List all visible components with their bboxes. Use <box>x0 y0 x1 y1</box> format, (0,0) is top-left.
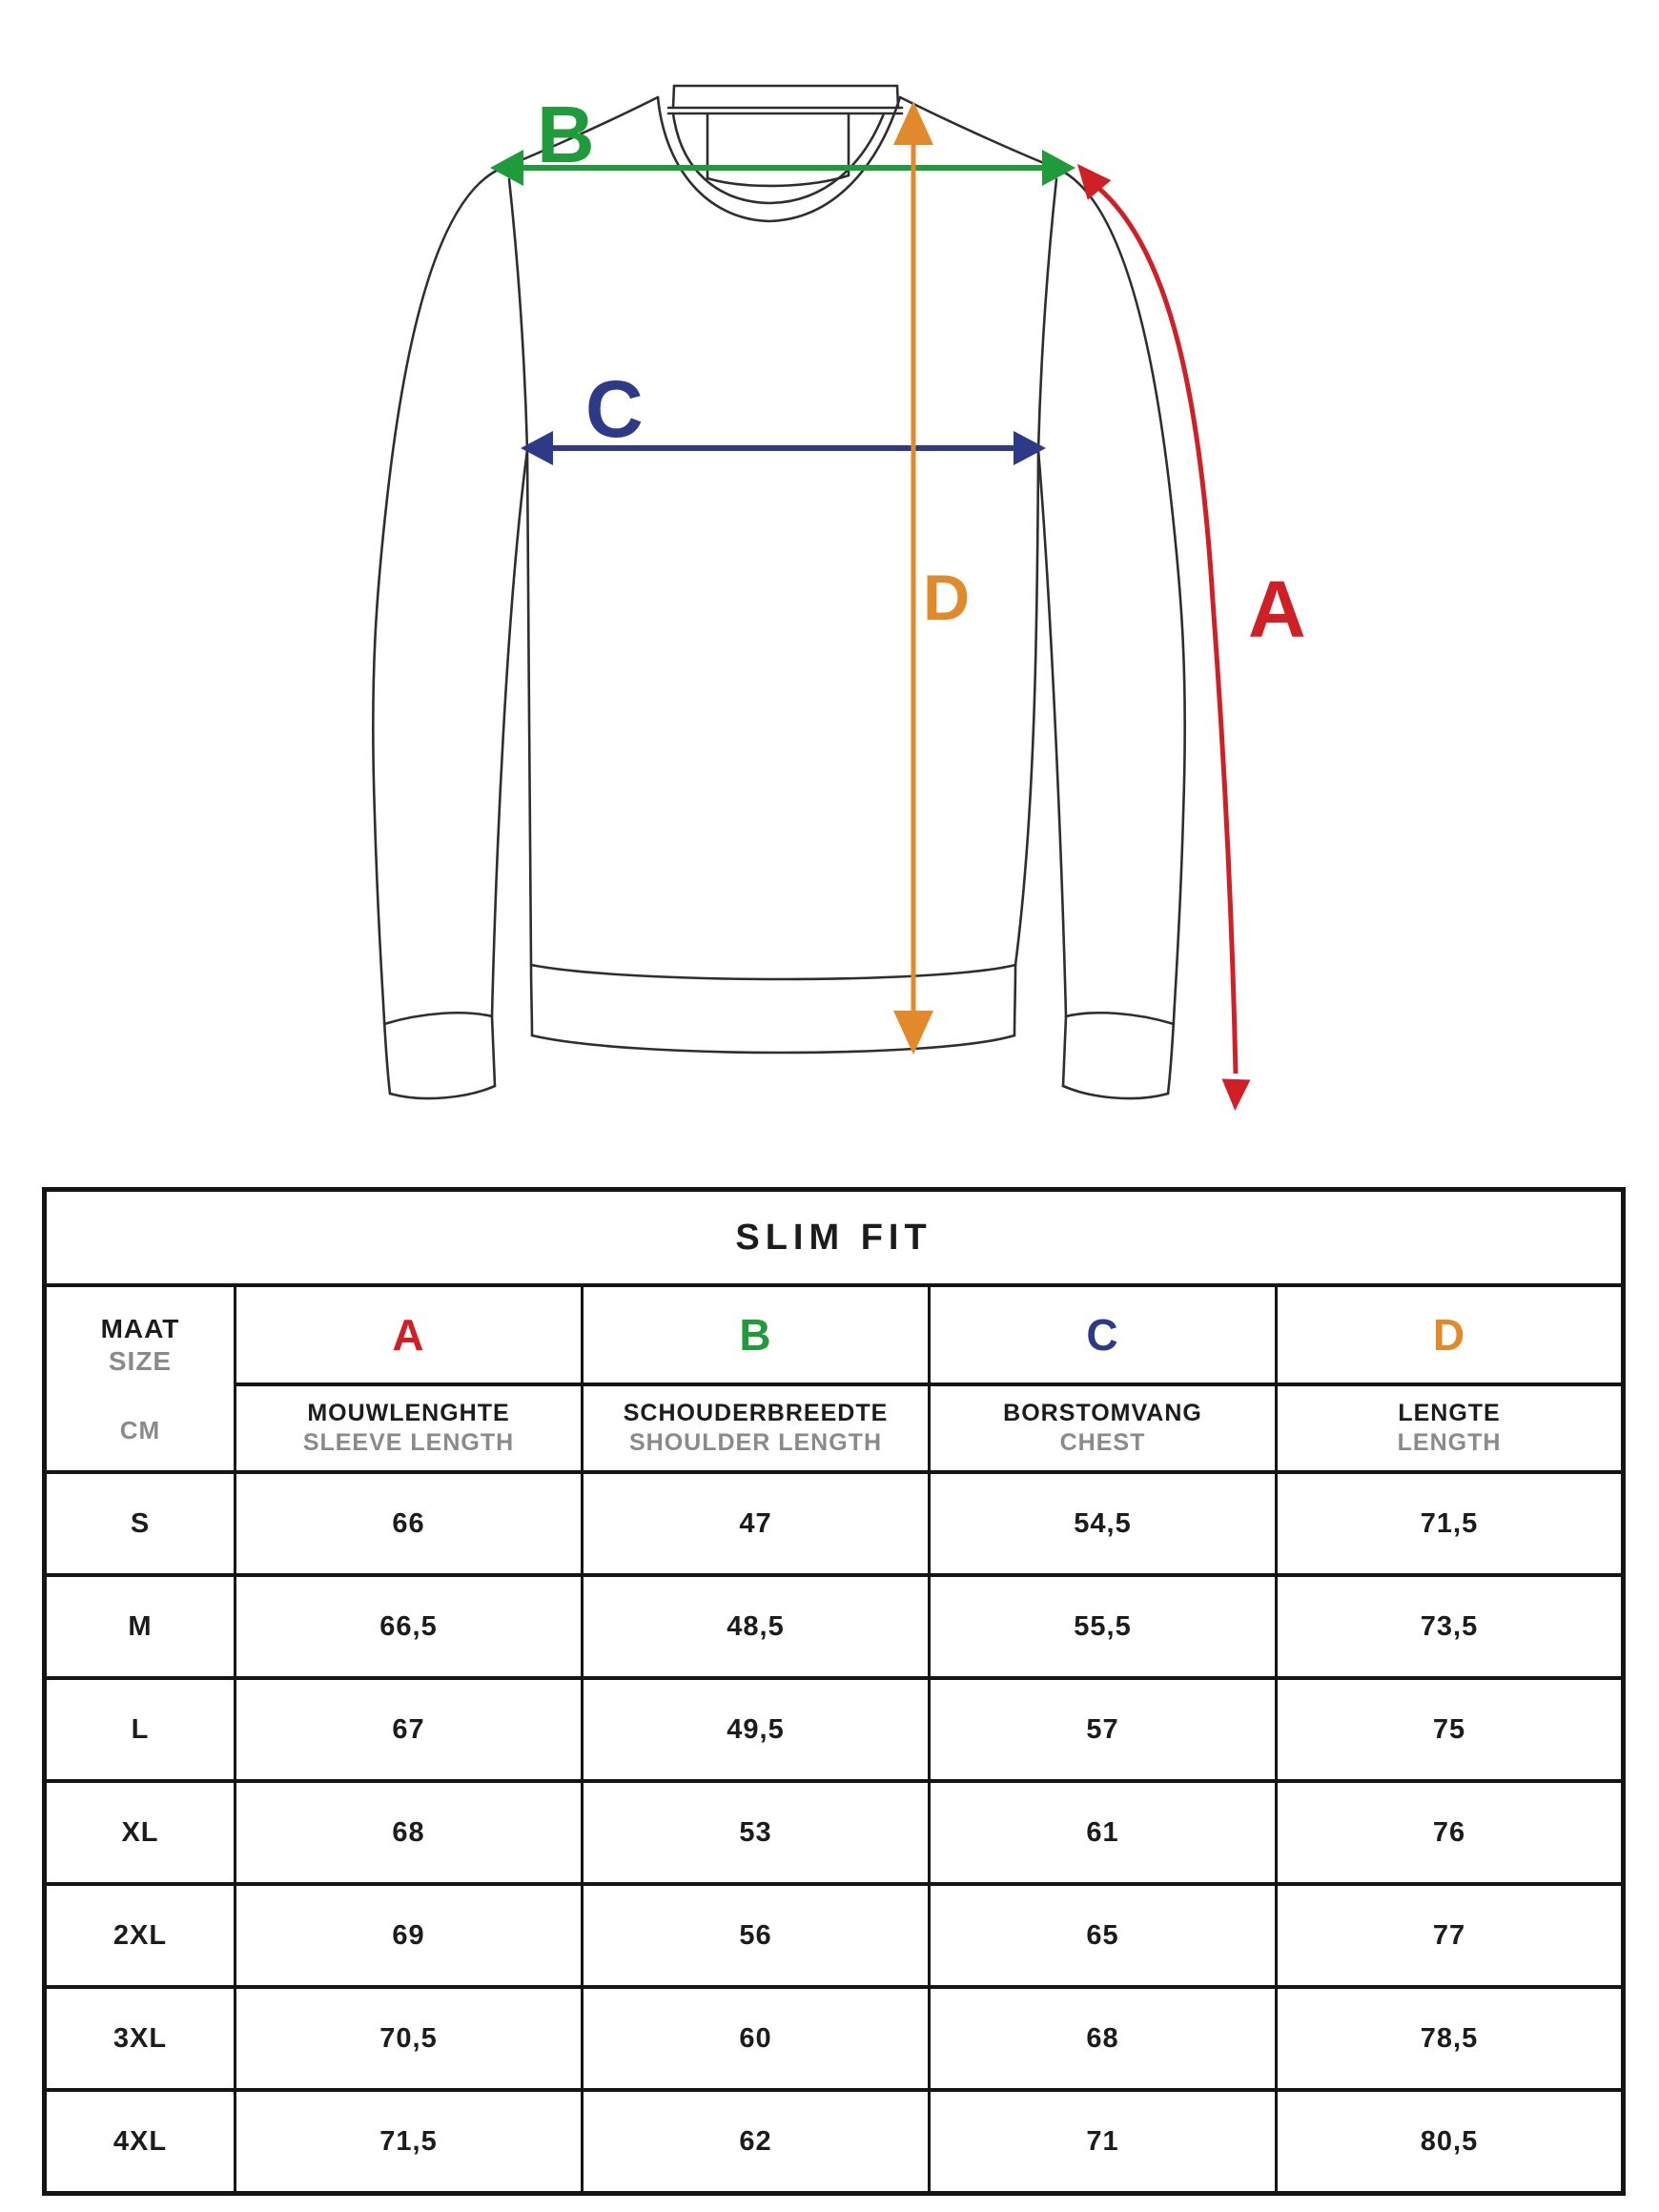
value-c: 55,5 <box>930 1575 1277 1678</box>
size-header-maat: MAAT <box>100 1313 180 1343</box>
value-b: 47 <box>583 1472 930 1575</box>
measure-name-nl: MOUWLENGHTE <box>307 1400 510 1426</box>
value-d: 80,5 <box>1277 2090 1624 2194</box>
value-c: 68 <box>930 1987 1277 2090</box>
table-title-row <box>45 1190 1624 1286</box>
value-d: 77 <box>1277 1884 1624 1987</box>
value-a: 66 <box>236 1472 583 1575</box>
arrow-a-sleeve-length <box>1066 154 1306 1112</box>
measure-name-en: LENGTH <box>1397 1429 1502 1456</box>
value-b: 48,5 <box>583 1575 930 1678</box>
value-b: 62 <box>583 2090 930 2194</box>
value-d: 76 <box>1277 1781 1624 1884</box>
size-row-s <box>45 1472 1624 1575</box>
measure-name-a <box>236 1384 583 1472</box>
measure-name-en: SLEEVE LENGTH <box>302 1429 515 1456</box>
measure-name-en: CHEST <box>1059 1429 1146 1456</box>
measure-name-c <box>930 1384 1277 1472</box>
size-row-3xl <box>45 1987 1624 2090</box>
value-a: 70,5 <box>236 1987 583 2090</box>
size-header-size: SIZE <box>108 1345 173 1376</box>
size-row-xl <box>45 1781 1624 1884</box>
value-c: 54,5 <box>930 1472 1277 1575</box>
value-c: 57 <box>930 1678 1277 1781</box>
measure-name-nl: BORSTOMVANG <box>1003 1400 1202 1426</box>
size-label: L <box>45 1678 236 1781</box>
size-label: 2XL <box>45 1884 236 1987</box>
size-row-2xl <box>45 1884 1624 1987</box>
size-label: S <box>45 1472 236 1575</box>
value-b: 49,5 <box>583 1678 930 1781</box>
measure-letter-row <box>45 1285 1624 1384</box>
sweater-outline <box>373 86 1184 1098</box>
value-a: 66,5 <box>236 1575 583 1678</box>
label-a: A <box>1248 564 1306 654</box>
value-d: 78,5 <box>1277 1987 1624 2090</box>
size-label: XL <box>45 1781 236 1884</box>
value-a: 71,5 <box>236 2090 583 2194</box>
measure-name-d <box>1277 1384 1624 1472</box>
label-b: B <box>537 90 595 179</box>
arrow-c-chest <box>521 364 1046 465</box>
measure-letter-c: C <box>930 1285 1277 1384</box>
value-a: 69 <box>236 1884 583 1987</box>
size-table <box>42 1187 1626 2196</box>
size-label: 4XL <box>45 2090 236 2194</box>
size-column-header <box>45 1285 236 1472</box>
measure-name-en: SHOULDER LENGTH <box>629 1429 882 1456</box>
measure-name-nl: LENGTE <box>1398 1400 1501 1426</box>
label-c: C <box>585 364 644 454</box>
size-header-unit: CM <box>119 1415 161 1444</box>
size-row-l <box>45 1678 1624 1781</box>
size-label: 3XL <box>45 1987 236 2090</box>
measure-name-row <box>45 1384 1624 1472</box>
value-d: 71,5 <box>1277 1472 1624 1575</box>
table-title: SLIM FIT <box>45 1190 1624 1286</box>
value-d: 75 <box>1277 1678 1624 1781</box>
value-b: 60 <box>583 1987 930 2090</box>
arrow-d-length <box>893 101 970 1055</box>
label-d: D <box>923 562 971 634</box>
measure-letter-a: A <box>236 1285 583 1384</box>
measure-name-b <box>583 1384 930 1472</box>
value-b: 56 <box>583 1884 930 1987</box>
value-c: 61 <box>930 1781 1277 1884</box>
value-a: 67 <box>236 1678 583 1781</box>
size-row-m <box>45 1575 1624 1678</box>
value-a: 68 <box>236 1781 583 1884</box>
measure-letter-b: B <box>583 1285 930 1384</box>
value-d: 73,5 <box>1277 1575 1624 1678</box>
measure-name-nl: SCHOUDERBREEDTE <box>623 1400 889 1426</box>
value-c: 65 <box>930 1884 1277 1987</box>
size-label: M <box>45 1575 236 1678</box>
size-row-4xl <box>45 2090 1624 2194</box>
value-b: 53 <box>583 1781 930 1884</box>
measure-letter-d: D <box>1277 1285 1624 1384</box>
value-c: 71 <box>930 2090 1277 2194</box>
